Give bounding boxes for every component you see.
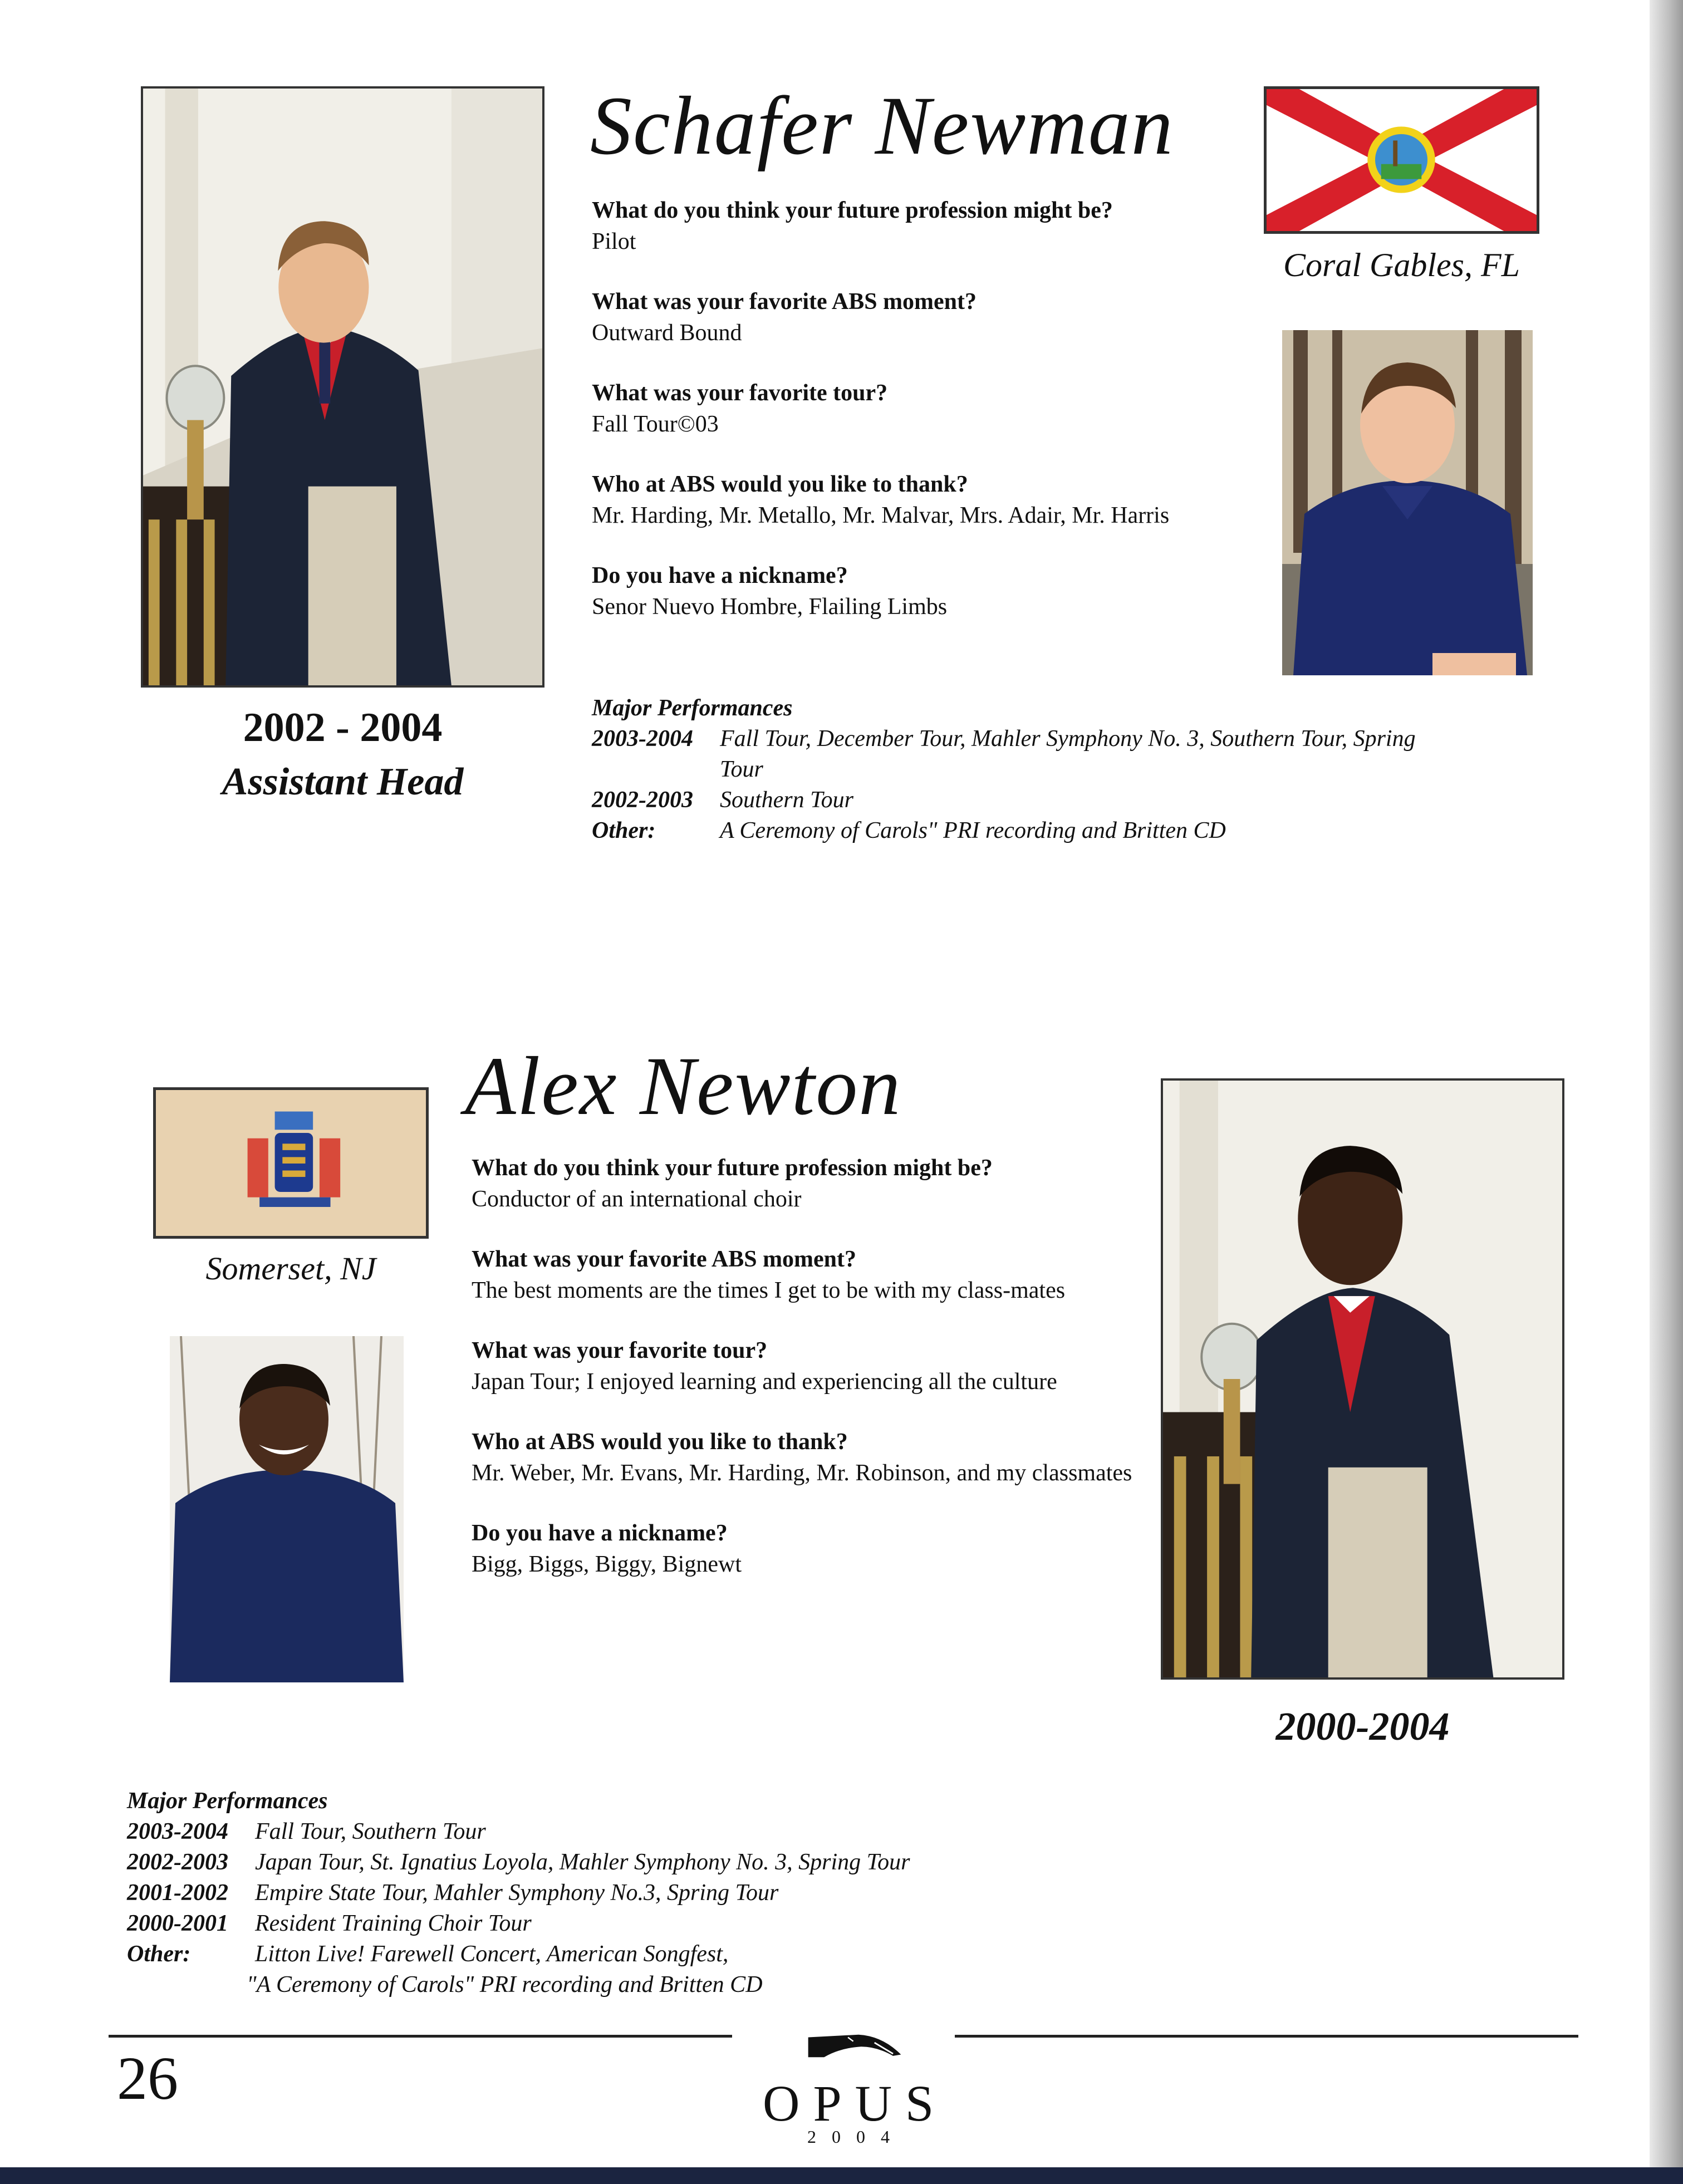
qa-item [472, 1244, 1140, 1306]
qa-item [472, 1152, 1140, 1215]
schafer-years: 2002 - 2004 [243, 705, 443, 750]
alex-performances [127, 1786, 1073, 2000]
answer: Fall Tour©03 [592, 411, 719, 437]
alex-qa-block [472, 1152, 1140, 1609]
performance-row: "A Ceremony of Carols" PRI recording and Britten CD [247, 1972, 763, 1997]
answer: Conductor of an international choir [472, 1186, 802, 1212]
question: What was your favorite tour? [472, 1338, 768, 1363]
performance-row: 2002-2003 Southern Tour [592, 787, 854, 813]
alex-years: 2000-2004 [1275, 1704, 1450, 1749]
opus-logo [752, 2032, 958, 2149]
answer: Pilot [592, 229, 636, 254]
qa-item [472, 1335, 1140, 1397]
performance-row: 2001-2002 Empire State Tour, Mahler Symphony No.3, Spring Tour [127, 1880, 779, 1906]
schafer-qa-block [592, 195, 1171, 651]
qa-item [592, 469, 1171, 531]
book-spine-shadow [1650, 0, 1683, 2184]
alex-casual-photo [170, 1336, 404, 1682]
answer: Mr. Harding, Mr. Metallo, Mr. Malvar, Mrs. Adair, Mr. Harris [592, 503, 1170, 528]
qa-item [592, 286, 1171, 349]
schafer-role: Assistant Head [222, 760, 464, 803]
answer: The best moments are the times I get to be with my class-mates [472, 1278, 1066, 1303]
schafer-performances [592, 693, 1483, 846]
performance-row: 2002-2003 Japan Tour, St. Ignatius Loyola, Mahler Symphony No. 3, Spring Tour [127, 1849, 910, 1875]
question: What was your favorite tour? [592, 380, 888, 406]
question: What was your favorite ABS moment? [592, 289, 977, 315]
question: Do you have a nickname? [592, 563, 848, 588]
new-jersey-flag-icon [153, 1087, 429, 1239]
question: Do you have a nickname? [472, 1520, 728, 1546]
footer-rule-right [955, 2035, 1578, 2038]
performances-heading: Major Performances [592, 695, 793, 721]
schafer-name: Schafer Newman [590, 80, 1174, 172]
opus-logo-word: OPUS [763, 2075, 948, 2132]
question: What was your favorite ABS moment? [472, 1246, 857, 1272]
answer: Japan Tour; I enjoyed learning and experiencing all the culture [472, 1369, 1057, 1395]
footer-rule-left [109, 2035, 732, 2038]
performance-row: 2003-2004 Fall Tour, December Tour, Mahler Symphony No. 3, Southern Tour, Spring Tour [592, 726, 1416, 782]
opus-logo-year: 2 0 0 4 [807, 2127, 895, 2147]
performance-row: Other: Litton Live! Farewell Concert, American Songfest, [127, 1941, 729, 1967]
answer: Outward Bound [592, 320, 742, 346]
qa-item [592, 195, 1171, 257]
qa-item [472, 1518, 1140, 1580]
question: What do you think your future profession might be? [472, 1155, 993, 1181]
performance-row: 2003-2004 Fall Tour, Southern Tour [127, 1819, 486, 1844]
answer: Senor Nuevo Hombre, Flailing Limbs [592, 594, 948, 620]
question: What do you think your future profession might be? [592, 198, 1113, 223]
answer: Bigg, Biggs, Biggy, Bignewt [472, 1552, 742, 1577]
question: Who at ABS would you like to thank? [472, 1429, 848, 1455]
qa-item [592, 560, 1171, 622]
performance-row: 2000-2001 Resident Training Choir Tour [127, 1911, 532, 1936]
alex-name: Alex Newton [465, 1040, 902, 1132]
answer: Mr. Weber, Mr. Evans, Mr. Harding, Mr. Robinson, and my classmates [472, 1460, 1132, 1486]
question: Who at ABS would you like to thank? [592, 472, 968, 497]
page-bottom-bar [0, 2167, 1683, 2184]
alex-formal-portrait [1161, 1078, 1564, 1680]
performances-heading: Major Performances [127, 1788, 328, 1814]
schafer-formal-portrait [141, 86, 544, 688]
schafer-hometown: Coral Gables, FL [1283, 247, 1520, 283]
performance-row: Other: A Ceremony of Carols" PRI recording and Britten CD [592, 818, 1226, 843]
alex-hometown: Somerset, NJ [205, 1250, 376, 1287]
page-number: 26 [117, 2044, 178, 2112]
qa-item [592, 377, 1171, 440]
schafer-casual-photo [1282, 330, 1533, 675]
qa-item [472, 1426, 1140, 1489]
florida-flag-icon [1264, 86, 1539, 234]
